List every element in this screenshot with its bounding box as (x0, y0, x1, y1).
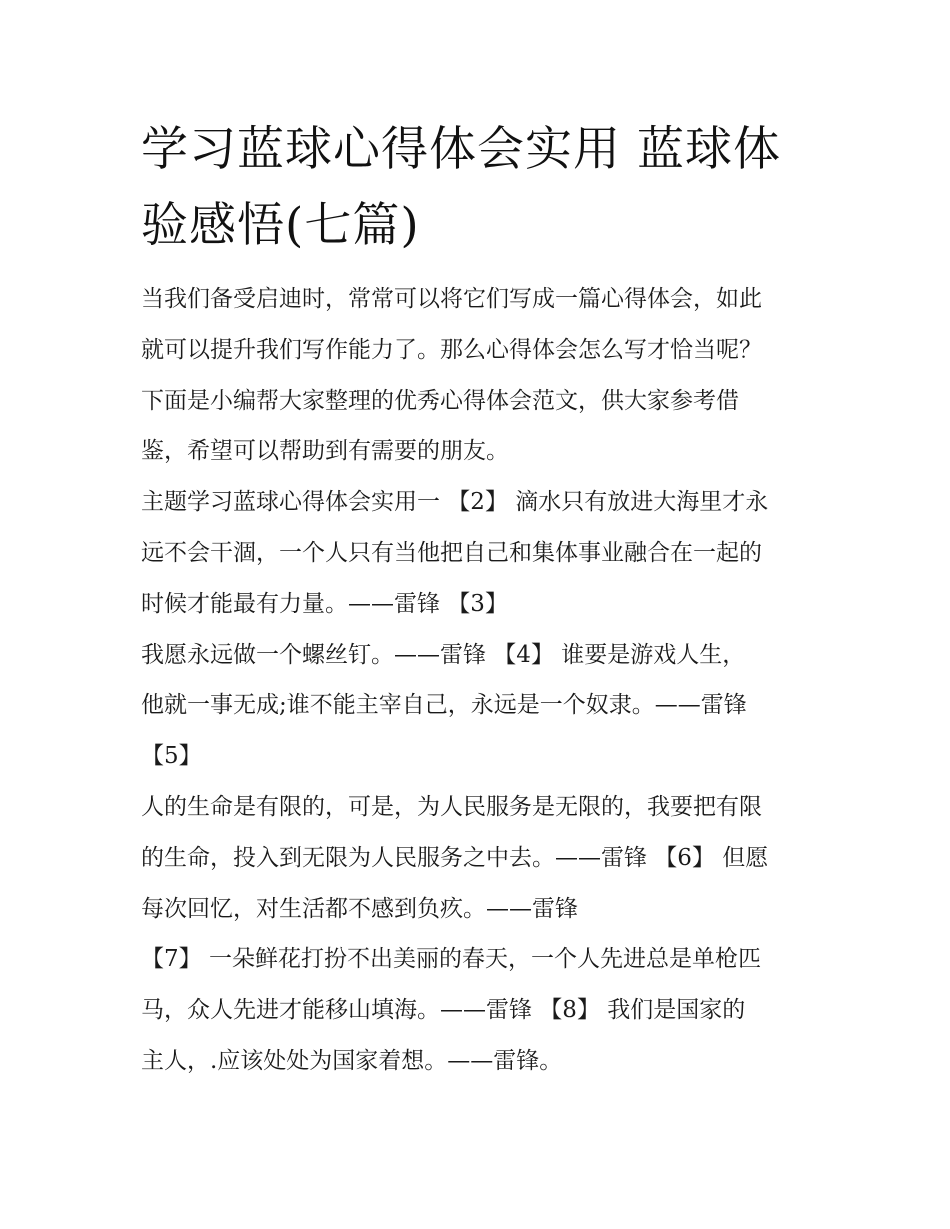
body-line-1: 当我们备受启迪时，常常可以将它们写成一篇心得体会，如此 (141, 286, 762, 312)
document-title (141, 112, 821, 264)
body-line-9: 他就一事无成;谁不能主宰自己，永远是一个奴隶。——雷锋 (141, 692, 747, 718)
body-line-3: 下面是小编帮大家整理的优秀心得体会范文，供大家参考借 (141, 388, 739, 414)
body-line-8: 我愿永远做一个螺丝钉。——雷锋 【4】 谁要是游戏人生， (141, 642, 746, 668)
body-line-6: 远不会干涸，一个人只有当他把自己和集体事业融合在一起的 (141, 540, 762, 566)
body-line-10: 【5】 (141, 743, 202, 769)
body-line-11: 人的生命是有限的，可是，为人民服务是无限的，我要把有限 (141, 794, 762, 820)
title-line-2: 验感悟(七篇) (141, 198, 420, 253)
body-line-12: 的生命，投入到无限为人民服务之中去。——雷锋 【6】 但愿 (141, 845, 769, 871)
body-line-4: 鉴，希望可以帮助到有需要的朋友。 (141, 438, 509, 464)
body-line-15: 马，众人先进才能移山填海。——雷锋 【8】 我们是国家的 (141, 997, 746, 1023)
body-line-13: 每次回忆，对生活都不感到负疚。——雷锋 (141, 896, 578, 922)
body-line-2: 就可以提升我们写作能力了。那么心得体会怎么写才恰当呢？ (141, 337, 762, 363)
body-line-14: 【7】 一朵鲜花打扮不出美丽的春天，一个人先进总是单枪匹 (141, 946, 761, 972)
body-line-5: 主题学习蓝球心得体会实用一 【2】 滴水只有放进大海里才永 (141, 489, 769, 515)
title-line-1: 学习蓝球心得体会实用 蓝球体 (141, 122, 781, 177)
body-line-16: 主人，.应该处处为国家着想。——雷锋。 (141, 1048, 563, 1074)
body-line-7: 时候才能最有力量。——雷锋 【3】 (141, 591, 508, 617)
